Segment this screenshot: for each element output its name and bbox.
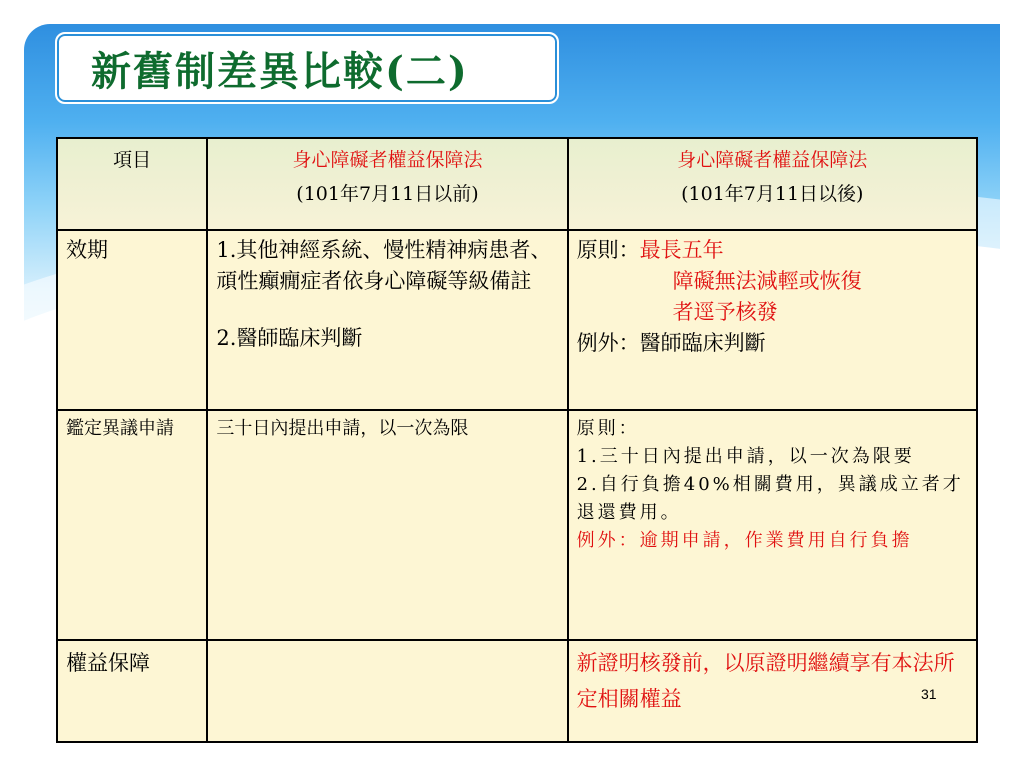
- slide-title: 新舊制差異比較(二): [91, 47, 469, 95]
- row-item-label: 權益保障: [57, 640, 207, 742]
- header-old-law-date: (101年7月11日以前): [296, 183, 479, 205]
- header-old-law: [207, 138, 567, 230]
- row-item-label: 鑑定異議申請: [57, 410, 207, 640]
- table-header-row: [57, 138, 977, 230]
- header-new-law-date: (101年7月11日以後): [681, 183, 864, 205]
- row-item-label: 效期: [57, 230, 207, 410]
- table-row: [57, 410, 977, 640]
- comparison-table: [56, 137, 978, 743]
- row-old-cell: [207, 640, 567, 742]
- row-old-cell: 三十日內提出申請，以一次為限: [207, 410, 567, 640]
- header-new-law: [568, 138, 977, 230]
- header-old-law-name: 身心障礙者權益保障法: [292, 149, 483, 171]
- row-new-cell: 原則： 1.三十日內提出申請，以一次為限要 2.自行負擔40%相關費用，異議成立者才退還費用。 例外：逾期申請，作業費用自行負擔: [568, 410, 977, 640]
- row-old-cell: 1.其他神經系統、慢性精神病患者、頑性癲癇症者依身心障礙等級備註 2.醫師臨床判斷: [207, 230, 567, 410]
- header-new-law-name: 身心障礙者權益保障法: [677, 149, 868, 171]
- title-box: [55, 32, 559, 104]
- page-number: 31: [921, 686, 937, 702]
- header-item: 項目: [57, 138, 207, 230]
- row-new-cell: 新證明核發前，以原證明繼續享有本法所定相關權益: [568, 640, 977, 742]
- row-new-cell: 原則：最長五年 障礙無法減輕或恢復 者逕予核發 例外：醫師臨床判斷: [568, 230, 977, 410]
- table-row: [57, 230, 977, 410]
- table-row: [57, 640, 977, 742]
